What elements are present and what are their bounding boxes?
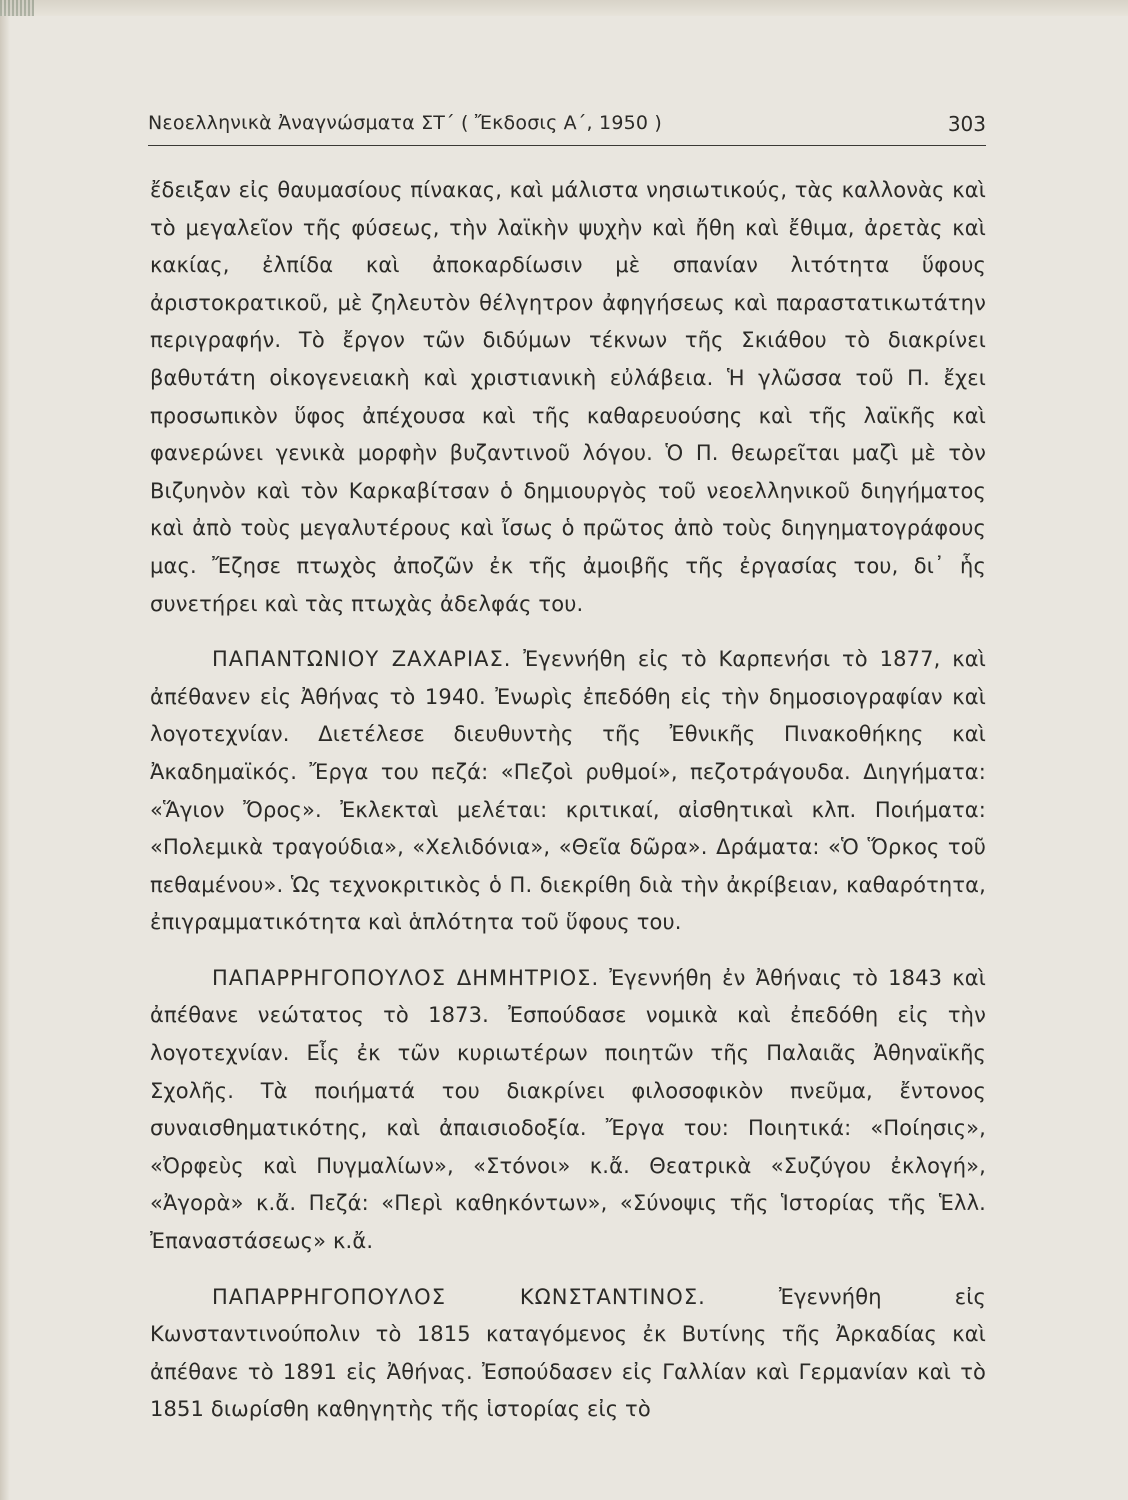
body-text <box>150 172 986 1429</box>
paragraph-continuation <box>150 172 986 623</box>
entry-text: Ἐγεννήθη εἰς Κωνσταντινούπολιν τὸ 1815 καταγόμενος ἐκ Βυτίνης τῆς Ἀρκαδίας καὶ ἀπέθανε τὸ 1891 εἰς Ἀθήνας. Ἐσπούδασεν εἰς Γαλλίαν καὶ Γερμανίαν καὶ τὸ 1851 διωρίσθη καθηγητὴς τῆς ἱστορίας εἰς τὸ <box>150 1284 986 1422</box>
entry-name: ΠΑΠΑΝΤΩΝΙΟΥ ΖΑΧΑΡΙΑΣ. <box>212 647 512 672</box>
running-header <box>148 112 986 144</box>
header-rule <box>148 145 986 146</box>
biography-entry <box>150 960 986 1261</box>
entry-text: Ἐγεννήθη ἐν Ἀθήναις τὸ 1843 καὶ ἀπέθανε νεώτατος τὸ 1873. Ἐσπούδασε νομικὰ καὶ ἐπεδόθη εἰς τὴν λογοτεχνίαν. Εἷς ἐκ τῶν κυριωτέρων ποιητῶν τῆς Παλαιᾶς Ἀθηναϊκῆς Σχολῆς. Τὰ ποιήματά του διακρίνει φιλοσοφικὸν πνεῦμα, ἔντονος συναισθηματικότης, καὶ ἀπαισιοδοξία. Ἔργα του: Ποιητικά: «Ποίησις», «Ὀρφεὺς καὶ Πυγμαλίων», «Στόνοι» κ.ἄ. Θεατρικὰ «Συζύγου ἐκλογή», «Ἀγορὰ» κ.ἄ. Πεζά: «Περὶ καθηκόντων», «Σύνοψις τῆς Ἱστορίας τῆς Ἑλλ. Ἐπαναστάσεως» κ.ἄ. <box>150 965 986 1254</box>
biography-entry <box>150 1279 986 1429</box>
entry-name: ΠΑΠΑΡΡΗΓΟΠΟΥΛΟΣ ΔΗΜΗΤΡΙΟΣ. <box>212 965 600 990</box>
paragraph-text: ἔδειξαν εἰς θαυμασίους πίνακας, καὶ μάλιστα νησιωτικούς, τὰς καλλονὰς καὶ τὸ μεγαλεῖον τῆς φύσεως, τὴν λαϊκὴν ψυχὴν καὶ ἤθη καὶ ἔθιμα, ἀρετὰς καὶ κακίας, ἐλπίδα καὶ ἀποκαρδίωσιν μὲ σπανίαν λιτότητα ὕφους ἀριστοκρατικοῦ, μὲ ζηλευτὸν θέλγητρον ἀφηγήσεως καὶ παραστατικωτάτην περιγραφήν. Τὸ ἔργον τῶν διδύμων τέκνων τῆς Σκιάθου τὸ διακρίνει βαθυτάτη οἰκογενειακὴ καὶ χριστιανικὴ εὐλάβεια. Ἡ γλῶσσα τοῦ Π. ἔχει προσωπικὸν ὕφος ἀπέχουσα καὶ τῆς καθαρευούσης καὶ τῆς λαϊκῆς καὶ φανερώνει γενικὰ μορφὴν βυζαντινοῦ λόγου. Ὁ Π. θεωρεῖται μαζὶ μὲ τὸν Βιζυηνὸν καὶ τὸν Καρκαβίτσαν ὁ δημιουργὸς τοῦ νεοελληνικοῦ διηγήματος καὶ ἀπὸ τοὺς μεγαλυτέρους καὶ ἴσως ὁ πρῶτος ἀπὸ τοὺς διηγηματογράφους μας. Ἔζησε πτωχὸς ἀποζῶν ἐκ τῆς ἀμοιβῆς τῆς ἐργασίας του, δι᾽ ἧς συνετήρει καὶ τὰς πτωχὰς ἀδελφάς του. <box>150 178 986 616</box>
biography-entry <box>150 641 986 942</box>
entry-name: ΠΑΠΑΡΡΗΓΟΠΟΥΛΟΣ ΚΩΝΣΤΑΝΤΙΝΟΣ. <box>212 1284 706 1309</box>
book-title: Νεοελληνικὰ Ἀναγνώσματα ΣΤ΄ ( Ἔκδοσις Α΄, 1950 ) <box>148 112 663 134</box>
page-number: 303 <box>947 112 986 136</box>
entry-text: Ἐγεννήθη εἰς τὸ Καρπενήσι τὸ 1877, καὶ ἀπέθανεν εἰς Ἀθήνας τὸ 1940. Ἐνωρὶς ἐπεδόθη εἰς τὴν δημοσιογραφίαν καὶ λογοτεχνίαν. Διετέλεσε διευθυντὴς τῆς Ἐθνικῆς Πινακοθήκης καὶ Ἀκαδημαϊκός. Ἔργα του πεζά: «Πεζοὶ ρυθμοί», πεζοτράγουδα. Διηγήματα: «Ἅγιον Ὄρος». Ἐκλεκταὶ μελέται: κριτικαί, αἰσθητικαὶ κλπ. Ποιήματα: «Πολεμικὰ τραγούδια», «Χελιδόνια», «Θεῖα δῶρα». Δράματα: «Ὁ Ὅρκος τοῦ πεθαμένου». Ὡς τεχνοκριτικὸς ὁ Π. διεκρίθη διὰ τὴν ἀκρίβειαν, καθαρότητα, ἐπιγραμματικότητα καὶ ἁπλότητα τοῦ ὕφους του. <box>150 647 986 935</box>
